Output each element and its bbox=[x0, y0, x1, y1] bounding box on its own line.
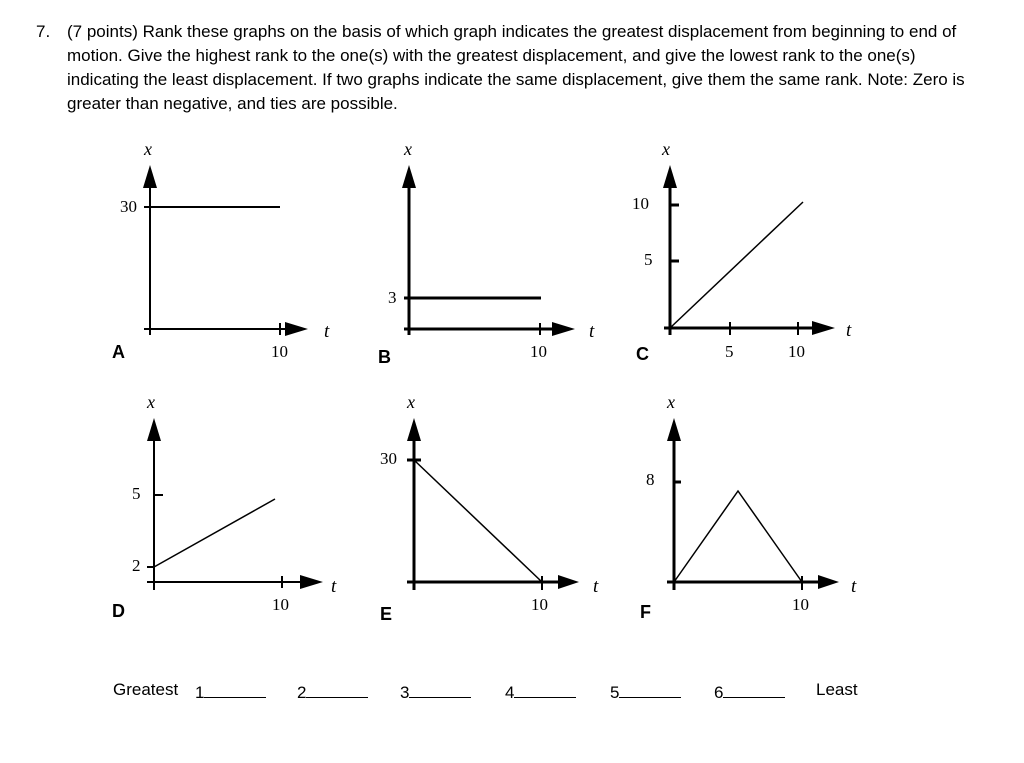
rank-slot-5[interactable] bbox=[610, 680, 681, 703]
graph-label: A bbox=[112, 342, 125, 362]
y-axis-label: x bbox=[667, 392, 675, 412]
y-axis-label: x bbox=[144, 139, 152, 159]
rank-slot-4[interactable] bbox=[505, 680, 576, 703]
y-axis-arrow-icon bbox=[663, 165, 677, 188]
x-axis-arrow-icon bbox=[285, 322, 308, 336]
rank-blank[interactable] bbox=[306, 680, 368, 698]
x-axis-label: t bbox=[593, 576, 599, 597]
x-axis-arrow-icon bbox=[818, 575, 839, 589]
x-tick-label: 10 bbox=[271, 342, 288, 361]
rank-blank[interactable] bbox=[514, 680, 576, 698]
graph-e-plot bbox=[360, 390, 620, 630]
graph-b bbox=[360, 135, 620, 375]
rank-number: 2 bbox=[297, 683, 307, 702]
x-axis-label: t bbox=[331, 576, 337, 597]
rank-number: 3 bbox=[400, 683, 410, 702]
graph-a-plot bbox=[100, 135, 360, 375]
x-axis-label: t bbox=[846, 320, 852, 341]
rank-blank[interactable] bbox=[619, 680, 681, 698]
y-tick-label: 30 bbox=[120, 197, 137, 216]
rank-number: 6 bbox=[714, 683, 724, 702]
graph-label: B bbox=[378, 347, 391, 367]
rank-blank[interactable] bbox=[723, 680, 785, 698]
rank-slot-3[interactable] bbox=[400, 680, 471, 703]
y-axis-arrow-icon bbox=[667, 418, 681, 441]
graph-label: F bbox=[640, 602, 651, 622]
y-axis-label: x bbox=[404, 139, 412, 159]
y-axis-label: x bbox=[407, 392, 415, 412]
rank-slot-1[interactable] bbox=[195, 680, 266, 703]
graph-f bbox=[620, 390, 880, 630]
question-number: 7. bbox=[36, 22, 51, 41]
y-axis-arrow-icon bbox=[143, 165, 157, 188]
x-axis-arrow-icon bbox=[552, 322, 575, 336]
graph-e bbox=[360, 390, 620, 630]
graph-b-plot bbox=[360, 135, 620, 375]
x-axis-arrow-icon bbox=[558, 575, 579, 589]
graph-c bbox=[620, 135, 880, 375]
rank-slot-6[interactable] bbox=[714, 680, 785, 703]
question-text: (7 points) Rank these graphs on the basis of which graph indicates the greatest displacement from beginning to end of motion. Give the highest rank to the one(s) with the greatest displacement, and give the lowest rank to the one(s) indicating the least displacement. If two graphs indicate the same displacement, give them the same rank. Note: Zero is greater than negative, and ties are possible. bbox=[67, 22, 965, 113]
x-tick-label: 5 bbox=[725, 342, 734, 361]
x-axis-arrow-icon bbox=[300, 575, 323, 589]
y-axis-label: x bbox=[662, 139, 670, 159]
y-axis-label: x bbox=[147, 392, 155, 412]
rank-blank[interactable] bbox=[409, 680, 471, 698]
rank-blank[interactable] bbox=[204, 680, 266, 698]
rank-slot-2[interactable] bbox=[297, 680, 368, 703]
graph-f-plot bbox=[620, 390, 880, 630]
x-axis-arrow-icon bbox=[812, 321, 835, 335]
y-tick-label: 2 bbox=[132, 556, 141, 575]
y-tick-label: 8 bbox=[646, 470, 655, 489]
x-axis-label: t bbox=[851, 576, 857, 597]
y-tick-label: 5 bbox=[132, 484, 141, 503]
x-axis-label: t bbox=[324, 321, 330, 342]
graph-a bbox=[100, 135, 360, 375]
y-tick-label: 5 bbox=[644, 250, 653, 269]
greatest-label: Greatest bbox=[113, 680, 179, 699]
y-axis-arrow-icon bbox=[407, 418, 421, 441]
rank-number: 4 bbox=[505, 683, 515, 702]
graph-label: C bbox=[636, 344, 649, 364]
y-tick-label: 3 bbox=[388, 288, 397, 307]
y-tick-label: 10 bbox=[632, 194, 649, 213]
graph-d-plot bbox=[100, 390, 360, 630]
x-tick-label: 10 bbox=[531, 595, 548, 614]
least-label: Least bbox=[816, 680, 858, 699]
graph-d bbox=[100, 390, 360, 630]
x-tick-label: 10 bbox=[530, 342, 547, 361]
y-axis-arrow-icon bbox=[402, 165, 416, 188]
rank-number: 1 bbox=[195, 683, 205, 702]
x-tick-label: 10 bbox=[788, 342, 805, 361]
x-tick-label: 10 bbox=[792, 595, 809, 614]
x-axis-label: t bbox=[589, 321, 595, 342]
y-tick-label: 30 bbox=[380, 449, 397, 468]
graph-label: E bbox=[380, 604, 393, 624]
graph-c-plot bbox=[620, 135, 880, 375]
x-tick-label: 10 bbox=[272, 595, 289, 614]
graph-label: D bbox=[112, 601, 125, 621]
y-axis-arrow-icon bbox=[147, 418, 161, 441]
rank-number: 5 bbox=[610, 683, 620, 702]
